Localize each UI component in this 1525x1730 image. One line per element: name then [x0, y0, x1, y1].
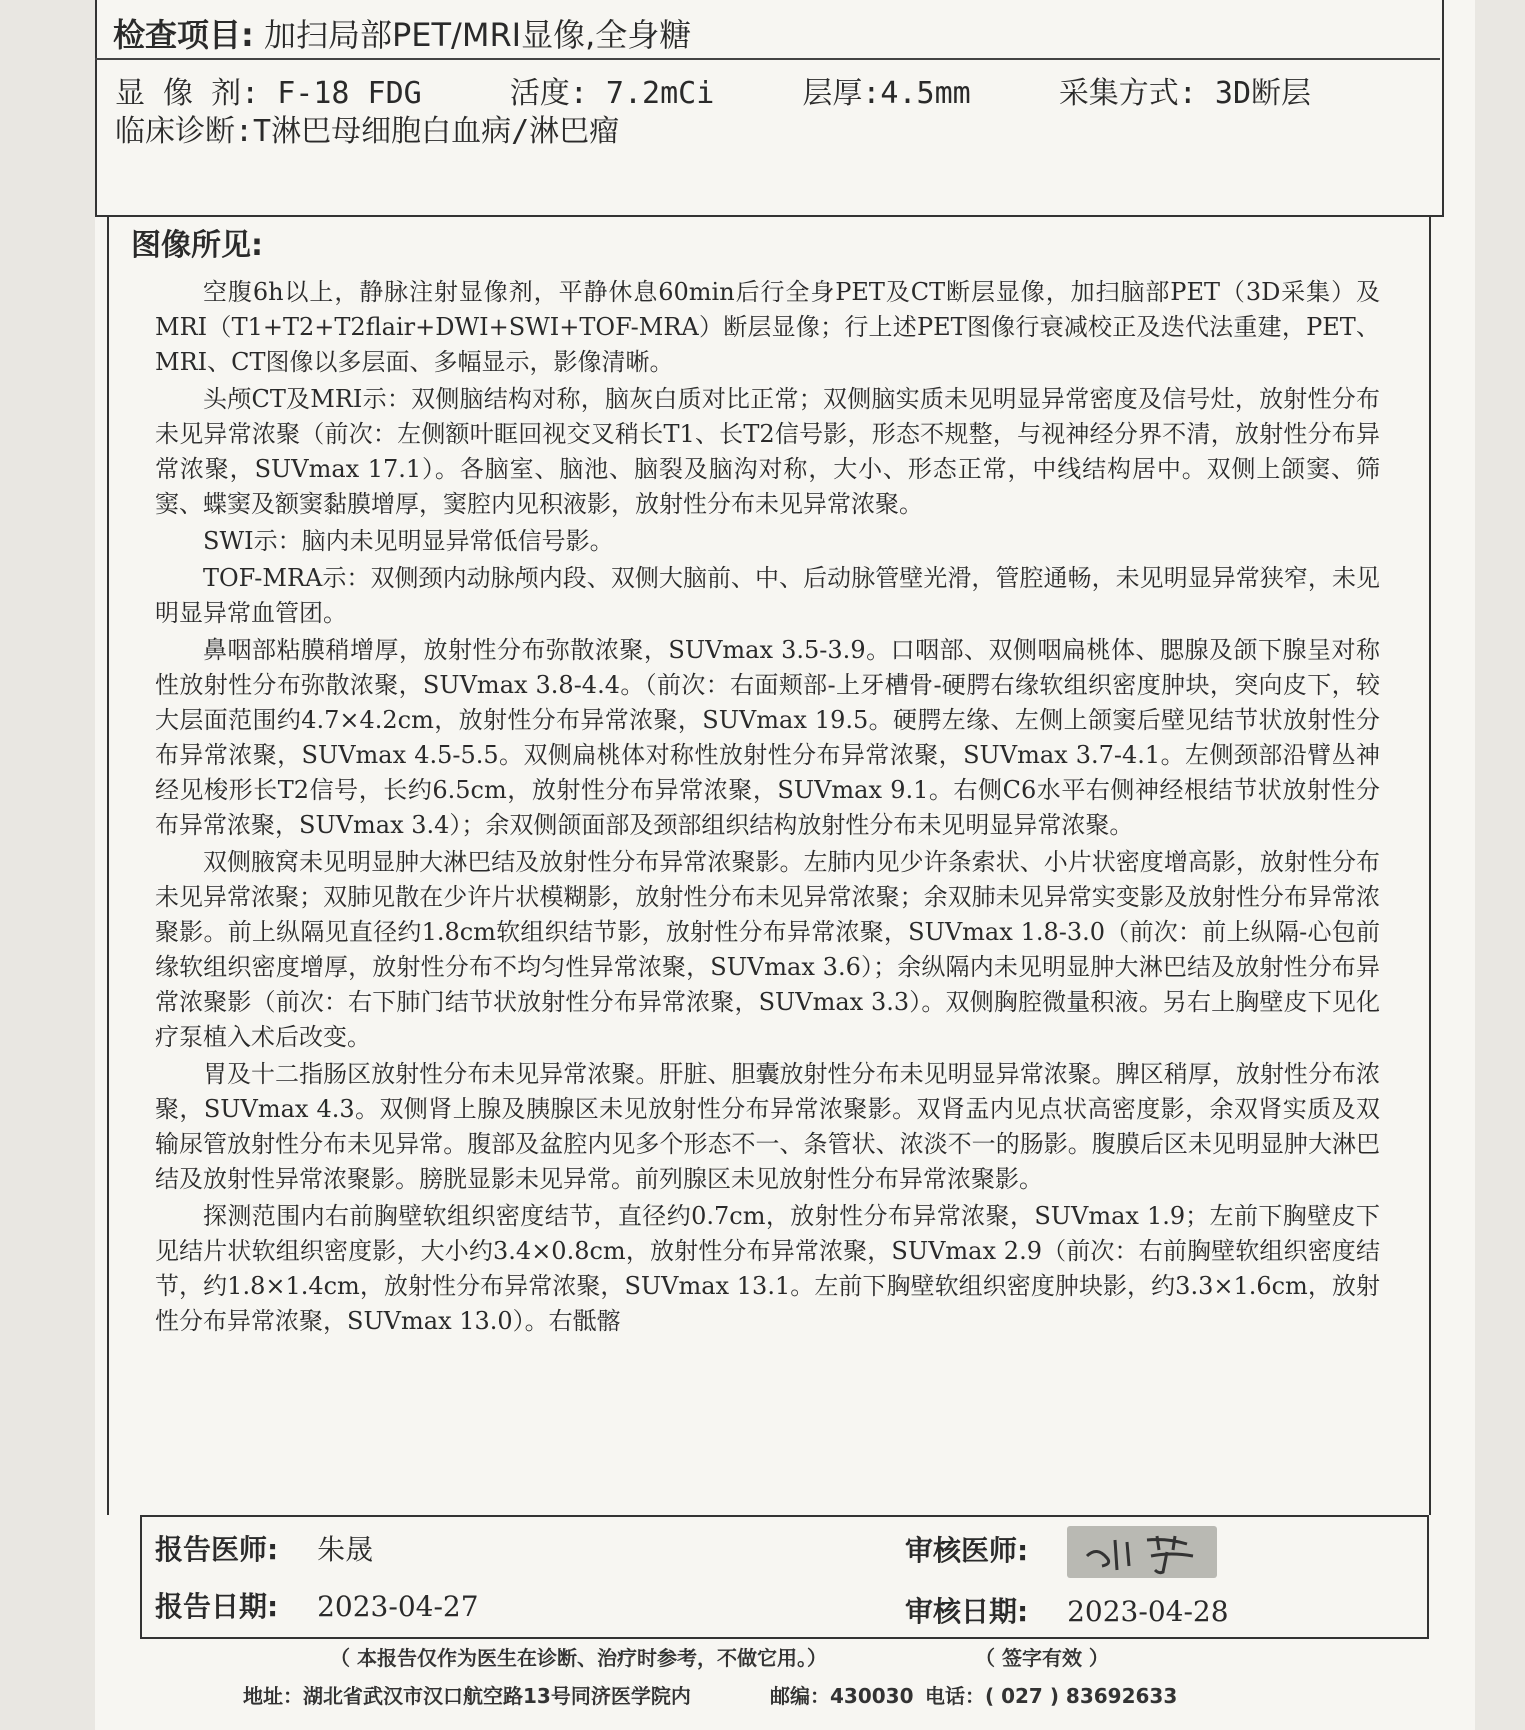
review-date: 2023-04-28: [1067, 1595, 1229, 1628]
findings-paragraph: SWI示：脑内未见明显异常低信号影。: [203, 527, 614, 555]
activity: 活度: 7.2mCi: [509, 76, 715, 111]
slice-thickness: 层厚:4.5mm: [802, 76, 971, 111]
reporter-label: 报告医师:: [155, 1533, 279, 1566]
report-date-label: 报告日期:: [155, 1590, 279, 1623]
hospital-address: 地址：湖北省武汉市汉口航空路13号同济医学院内: [243, 1684, 691, 1708]
signature-valid-note: （ 签字有效 ）: [975, 1646, 1109, 1670]
findings-paragraph: TOF-MRA示：双侧颈内动脉颅内段、双侧大脑前、中、后动脉管壁光滑，管腔通畅，未见明显异常狭窄，未见明显异常血管团。: [155, 564, 1380, 627]
findings-paragraph: 胃及十二指肠区放射性分布未见异常浓聚。肝脏、胆囊放射性分布未见明显异常浓聚。脾区稍厚，放射性分布浓聚，SUVmax 4.3。双侧肾上腺及胰腺区未见放射性分布异常浓聚影。双肾盂内见点状高密度影，余双肾实质及双输尿管放射性分布未见异常。腹部及盆腔内见多个形态不一、条管状、浓淡不一的肠影。腹膜后区未见明显肿大淋巴结及放射性异常浓聚影。膀胱显影未见异常。前列腺区未见放射性分布异常浓聚影。: [155, 1060, 1380, 1193]
findings-title: 图像所见:: [131, 228, 263, 263]
exam-item-row: [113, 10, 691, 56]
reviewer-label: 审核医师:: [905, 1534, 1029, 1567]
review-date-label: 审核日期:: [905, 1595, 1029, 1628]
findings-paragraph: 鼻咽部粘膜稍增厚，放射性分布弥散浓聚，SUVmax 3.5-3.9。口咽部、双侧咽扁桃体、腮腺及颌下腺呈对称性放射性分布弥散浓聚，SUVmax 3.8-4.4。（前次：右面颊部-上牙槽骨-硬腭右缘软组织密度肿块，突向皮下，较大层面范围约4.7×4.2cm，放射性分布异常浓聚，SUVmax 19.5。硬腭左缘、左侧上颌窦后壁见结节状放射性分布异常浓聚，SUVmax 4.5-5.5。双侧扁桃体对称性放射性分布异常浓聚，SUVmax 3.7-4.1。左侧颈部沿臂丛神经见梭形长T2信号，长约6.5cm，放射性分布异常浓聚，SUVmax 9.1。右侧C6水平右侧神经根结节状放射性分布异常浓聚，SUVmax 3.4）；余双侧颌面部及颈部组织结构放射性分布未见明显异常浓聚。: [155, 636, 1380, 839]
findings-paragraph: 双侧腋窝未见明显肿大淋巴结及放射性分布异常浓聚影。左肺内见少许条索状、小片状密度增高影，放射性分布未见异常浓聚；双肺见散在少许片状模糊影，放射性分布未见异常浓聚；余双肺未见异常实变影及放射性分布异常浓聚影。前上纵隔见直径约1.8cm软组织结节影，放射性分布异常浓聚，SUVmax 1.8-3.0（前次：前上纵隔-心包前缘软组织密度增厚，放射性分布不均匀性异常浓聚，SUVmax 3.6）；余纵隔内未见明显肿大淋巴结及放射性分布异常浓聚影（前次：右下肺门结节状放射性分布异常浓聚，SUVmax 3.3）。双侧胸腔微量积液。另右上胸壁皮下见化疗泵植入术后改变。: [155, 848, 1380, 1051]
exam-label: 检查项目:: [113, 16, 254, 54]
report-page: [95, 0, 1475, 1730]
reporter-name: 朱晟: [317, 1533, 374, 1566]
exam-value: 加扫局部PET/MRI显像,全身糖: [263, 16, 692, 54]
findings-paragraph: 头颅CT及MRI示：双侧脑结构对称，脑灰白质对比正常；双侧脑实质未见明显异常密度及信号灶，放射性分布未见异常浓聚（前次：左侧额叶眶回视交叉稍长T1、长T2信号影，形态不规整，与视神经分界不清，放射性分布异常浓聚，SUVmax 17.1）。各脑室、脑池、脑裂及脑沟对称，大小、形态正常，中线结构居中。双侧上颌窦、筛窦、蝶窦及额窦黏膜增厚，窦腔内见积液影，放射性分布未见异常浓聚。: [155, 385, 1380, 518]
acquisition-mode: 采集方式: 3D断层: [1058, 76, 1312, 111]
review-date-row: [905, 1590, 1229, 1630]
report-date-row: [155, 1585, 479, 1625]
reviewer-signature-stamp: [1067, 1526, 1217, 1578]
header-divider: [95, 58, 1440, 60]
findings-body: [155, 275, 1380, 1341]
reviewer-row: [905, 1526, 1217, 1578]
findings-paragraph: 空腹6h以上，静脉注射显像剂，平静休息60min后行全身PET及CT断层显像，加扫脑部PET（3D采集）及MRI（T1+T2+T2flair+DWI+SWI+TOF-MRA）断层显像；行上述PET图像行衰减校正及迭代法重建，PET、MRI、CT图像以多层面、多幅显示，影像清晰。: [155, 278, 1380, 376]
findings-paragraph: 探测范围内右前胸壁软组织密度结节，直径约0.7cm，放射性分布异常浓聚，SUVmax 1.9；左前下胸壁皮下见结片状软组织密度影，大小约3.4×0.8cm，放射性分布异常浓聚，SUVmax 2.9（前次：右前胸壁软组织密度结节，约1.8×1.4cm，放射性分布异常浓聚，SUVmax 13.1。左前下胸壁软组织密度肿块影，约3.3×1.6cm，放射性分布异常浓聚，SUVmax 13.0）。右骶髂: [155, 1202, 1380, 1335]
reporter-row: [155, 1528, 373, 1568]
disclaimer-notice: （ 本报告仅作为医生在诊断、治疗时参考，不做它用。）: [330, 1646, 827, 1670]
postcode: 邮编：430030: [770, 1684, 914, 1708]
report-date: 2023-04-27: [317, 1590, 479, 1623]
imaging-agent: 显 像 剂: F-18 FDG: [115, 76, 422, 111]
clinical-diagnosis: 临床诊断:T淋巴母细胞白血病/淋巴瘤: [115, 114, 620, 149]
phone-number: 电话：( 027 ) 83692633: [925, 1684, 1178, 1708]
